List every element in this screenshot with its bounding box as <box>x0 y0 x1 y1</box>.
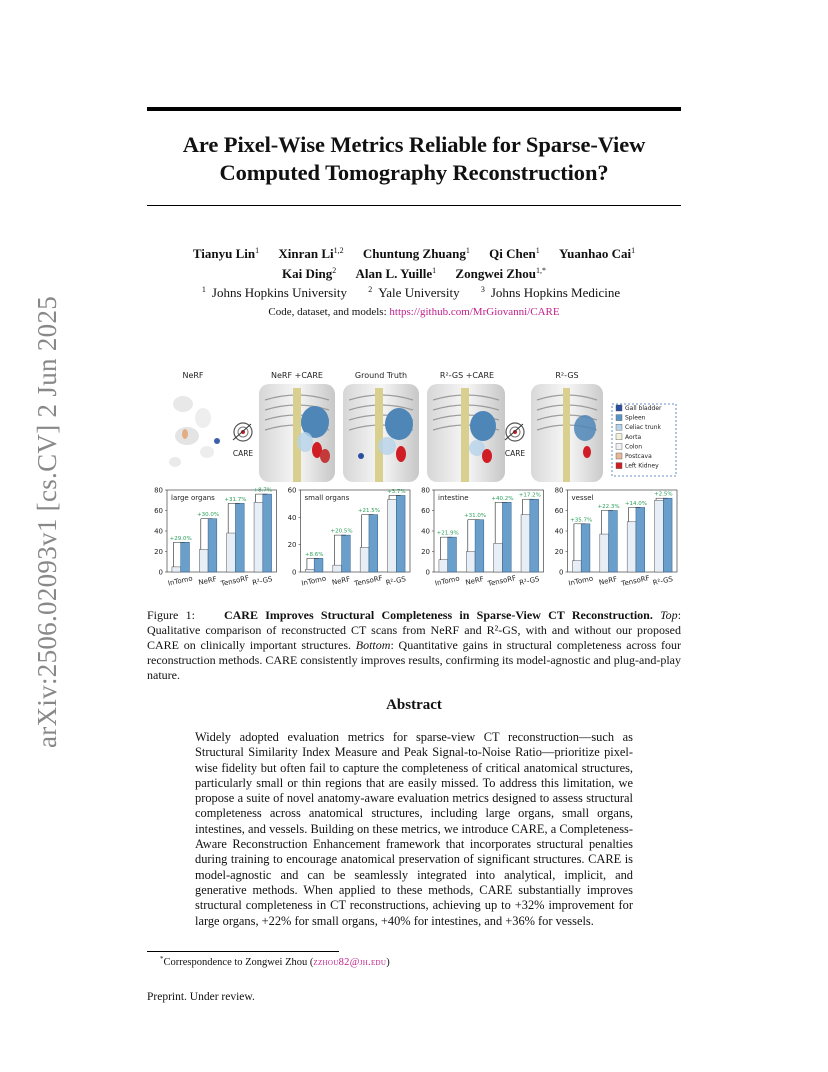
bar-care <box>502 502 511 572</box>
affiliation: $^3$ Johns Hopkins Medicine <box>480 285 621 300</box>
bar-care <box>636 507 645 572</box>
code-prefix: Code, dataset, and models: <box>268 306 390 318</box>
svg-text:CARE: CARE <box>232 449 254 458</box>
organ-legend <box>612 404 676 476</box>
title-line-2: Computed Tomography Reconstruction? <box>219 160 609 185</box>
panel-nerf-image <box>169 396 220 467</box>
x-tick-label: R²-GS <box>385 575 407 588</box>
x-tick-label: NeRF <box>464 575 485 587</box>
author: Chuntung Zhuang$^1$ <box>362 246 470 261</box>
x-tick-label: NeRF <box>598 575 618 587</box>
bar-baseline <box>254 502 263 572</box>
gain-label: +35.7% <box>570 517 593 524</box>
bar-baseline <box>360 547 369 572</box>
bar-care <box>208 519 217 572</box>
bar-care <box>609 511 618 573</box>
caption-label: Figure 1: <box>147 608 195 622</box>
y-tick-label: 60 <box>554 507 564 515</box>
gain-label: +8.6% <box>304 551 324 558</box>
caption-top-label: Top <box>660 608 678 622</box>
author: Kai Ding$^2$ <box>282 266 337 281</box>
gain-label: +29.0% <box>169 535 192 542</box>
y-tick-label: 80 <box>554 486 564 495</box>
author-list <box>147 242 681 282</box>
chart-title: intestine <box>438 494 469 502</box>
gain-label: +21.9% <box>436 530 459 537</box>
legend-swatch <box>616 405 622 411</box>
panel-label-r2gs: R²-GS <box>555 371 579 380</box>
bar-care <box>369 515 378 572</box>
y-tick-label: 20 <box>421 548 430 556</box>
title-top-rule <box>147 107 681 111</box>
bar-chart-small-organs <box>288 487 410 589</box>
legend-label: Colon <box>625 443 643 451</box>
y-tick-label: 60 <box>287 486 297 495</box>
x-tick-label: InTomo <box>567 574 594 588</box>
code-line <box>147 306 681 318</box>
y-tick-label: 20 <box>287 541 297 550</box>
bar-care <box>263 494 272 572</box>
bar-care <box>181 542 190 572</box>
legend-swatch <box>616 463 622 469</box>
author: Yuanhao Cai$^1$ <box>558 246 636 261</box>
author: Tianyu Lin$^1$ <box>192 246 260 261</box>
bar-baseline <box>305 569 314 572</box>
bar-baseline <box>572 561 581 572</box>
x-tick-label: R²-GS <box>652 575 674 588</box>
bar-baseline <box>439 560 448 572</box>
title-bottom-rule <box>147 205 681 206</box>
bar-care <box>342 535 351 572</box>
legend-swatch <box>616 424 622 430</box>
panel-ground-truth-image <box>343 384 419 482</box>
care-icon-right <box>505 423 526 458</box>
gain-label: +20.5% <box>330 528 353 535</box>
y-tick-label: 40 <box>554 527 564 536</box>
bar-baseline <box>494 543 503 572</box>
y-tick-label: 20 <box>154 548 163 556</box>
gain-label: +8.7% <box>253 487 273 494</box>
gain-label: +22.3% <box>597 504 620 510</box>
chart-title: small organs <box>304 494 350 502</box>
figure-caption <box>147 608 681 683</box>
affiliation: $^2$ Yale University <box>368 285 460 300</box>
bar-chart-vessel <box>555 487 677 589</box>
footnote-email[interactable]: zzhou82@jh.edu <box>313 957 387 968</box>
bar-chart-intestine <box>421 487 543 589</box>
bar-baseline <box>172 567 181 572</box>
x-tick-label: InTomo <box>300 574 327 588</box>
footnote: *Correspondence to Zongwei Zhou (zzhou82@jh.edu) <box>160 955 390 968</box>
bar-baseline <box>600 534 609 572</box>
author: Xinran Li$^{1,2}$ <box>278 246 344 261</box>
bar-care <box>663 498 672 572</box>
bar-baseline <box>227 533 236 572</box>
gain-label: +31.7% <box>224 496 247 503</box>
panel-r2gs-image <box>531 384 603 482</box>
abstract-heading: Abstract <box>386 697 442 713</box>
bar-care <box>448 537 457 572</box>
bar-chart-large-organs <box>154 487 276 589</box>
bar-care <box>530 499 539 572</box>
gain-label: +40.2% <box>491 495 514 502</box>
footnote-rule <box>147 951 339 952</box>
gain-label: +14.0% <box>624 500 647 507</box>
x-tick-label: TensoRF <box>487 574 517 588</box>
caption-heading: CARE Improves Structural Completeness in Sparse-View CT Reconstruction. <box>223 608 653 622</box>
caption-bottom-label: Bottom <box>355 638 391 652</box>
legend-label: Postcava <box>625 453 652 460</box>
legend-label: Aorta <box>625 433 642 441</box>
bar-baseline <box>521 515 530 572</box>
legend-swatch <box>616 453 622 459</box>
gain-label: +30.0% <box>197 512 220 519</box>
bar-care <box>314 558 323 572</box>
author: Zongwei Zhou$^{1,*}$ <box>455 266 546 281</box>
bar-baseline <box>655 500 664 572</box>
y-tick-label: 60 <box>154 507 163 515</box>
bar-baseline <box>466 552 475 573</box>
bar-baseline <box>333 565 342 572</box>
legend-label: Left Kidney <box>625 462 659 470</box>
y-tick-label: 0 <box>425 568 430 577</box>
y-tick-label: 40 <box>287 513 297 522</box>
author: Qi Chen$^1$ <box>489 246 540 261</box>
x-tick-label: TensoRF <box>620 574 651 588</box>
x-tick-label: TensoRF <box>353 574 384 588</box>
gain-label: +21.5% <box>357 508 380 515</box>
figure-top-qualitative <box>147 364 681 484</box>
x-tick-label: TensoRF <box>220 574 250 588</box>
legend-swatch <box>616 434 622 440</box>
gain-label: +17.2% <box>518 492 541 499</box>
paper-title <box>147 131 681 187</box>
gain-label: +2.5% <box>654 491 673 498</box>
legend-label: Spleen <box>625 414 646 422</box>
code-link[interactable]: https://github.com/MrGiovanni/CARE <box>389 306 560 318</box>
abstract-body: Widely adopted evaluation metrics for sparse-view CT reconstruction—such as Structural Similarity Index Measure and Peak Signal-to-Noise Ratio—prioritize pixel-wise fidelity but often fail to capture the completeness of critical anatomical structures, particularly small or thin regions that are easily missed. To address this limitation, we propose a suite of novel anatomy-aware evaluation metrics designed to assess structural completeness across anatomical structures, including large organs, small organs, intestines, and vessels. Building on these metrics, we introduce CARE, a Completeness-Aware Reconstruction Enhancement framework that incorporates structural penalties during training to encourage anatomical preservation of significant structures. CARE is model-agnostic and can be seamlessly integrated into analytical, implicit, and generative methods. When applied to these methods, CARE substantially improves structural completeness in CT reconstructions, achieving up to +32% improvement for large organs, +22% for small organs, +40% for intestines, and +36% for vessels. <box>195 730 633 928</box>
x-tick-label: NeRF <box>331 575 351 587</box>
y-tick-label: 40 <box>421 527 430 536</box>
arxiv-id: arXiv:2506.02093v1 [cs.CV] 2 Jun 2025 <box>32 295 62 748</box>
y-tick-label: 0 <box>559 568 564 577</box>
title-line-1: Are Pixel-Wise Metrics Reliable for Sparse-View <box>182 132 646 157</box>
panel-label-nerf: NeRF <box>182 371 204 380</box>
bar-baseline <box>627 522 636 572</box>
y-tick-label: 80 <box>154 486 163 495</box>
legend-label: Gall bladder <box>625 405 662 412</box>
svg-text:CARE: CARE <box>504 449 526 458</box>
caption-top-text: : Qualitative comparison of reconstructed CT scans from NeRF and R²-GS, with and without our proposed CARE on clinically important structures. <box>147 608 682 652</box>
author: Alan L. Yuille$^1$ <box>355 266 437 281</box>
x-tick-label: R²-GS <box>251 575 274 588</box>
legend-swatch <box>616 443 622 449</box>
bar-baseline <box>199 549 208 572</box>
x-tick-label: R²-GS <box>518 575 541 588</box>
preprint-note: Preprint. Under review. <box>147 991 255 1003</box>
y-tick-label: 20 <box>554 548 564 556</box>
panel-label-nerf-care: NeRF +CARE <box>271 371 323 380</box>
y-tick-label: 40 <box>154 527 163 536</box>
y-tick-label: 80 <box>421 486 430 495</box>
bar-care <box>235 503 244 572</box>
gain-label: +31.0% <box>464 513 487 520</box>
affiliation: $^1$ Johns Hopkins University <box>201 285 347 300</box>
gain-label: +3.7% <box>387 488 406 495</box>
legend-label: Celiac trunk <box>625 424 661 432</box>
x-tick-label: InTomo <box>434 574 461 588</box>
panel-nerf-care-image <box>259 384 335 482</box>
chart-title: vessel <box>571 494 594 502</box>
y-tick-label: 60 <box>421 507 430 515</box>
x-tick-label: NeRF <box>197 575 218 587</box>
bar-care <box>475 520 484 572</box>
caption-bottom-text: : Quantitative gains in structural completeness across four reconstruction methods. CARE consistently improves results, confirming its model-agnostic and plug-and-play nature. <box>147 638 681 682</box>
y-tick-label: 0 <box>292 568 297 577</box>
panel-label-ground-truth: Ground Truth <box>354 371 408 380</box>
care-icon-left <box>233 423 254 458</box>
x-tick-label: InTomo <box>167 574 194 588</box>
bar-baseline <box>388 500 397 572</box>
bar-care <box>396 495 405 572</box>
legend-swatch <box>616 415 622 421</box>
panel-r2gs-care-image <box>427 384 505 482</box>
bar-care <box>581 524 590 572</box>
chart-title: large organs <box>171 494 215 502</box>
affiliations <box>147 285 681 301</box>
panel-label-r2gs-care: R²-GS +CARE <box>439 371 495 380</box>
y-tick-label: 0 <box>158 568 163 577</box>
figure-bottom-bar-charts <box>147 486 681 596</box>
